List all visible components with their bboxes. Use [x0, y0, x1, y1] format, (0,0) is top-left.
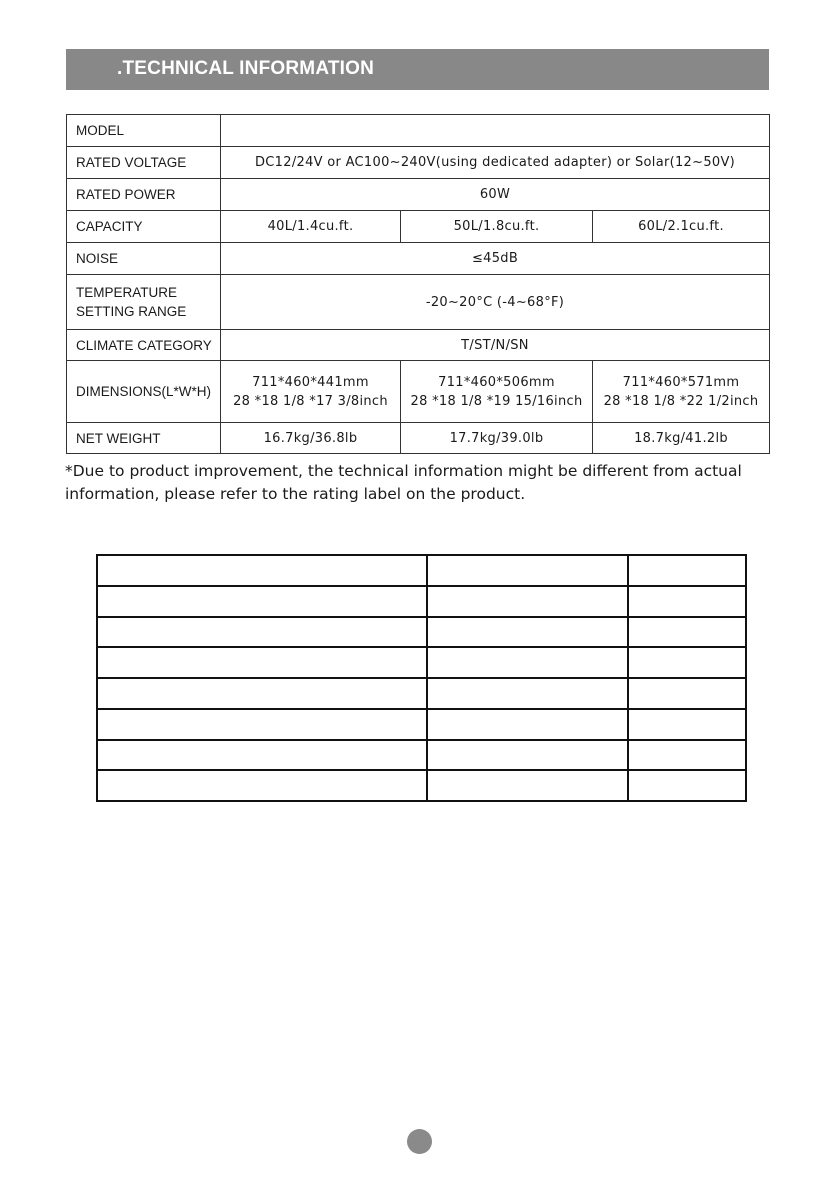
dimensions-40l — [221, 361, 401, 423]
section-title: .TECHNICAL INFORMATION — [117, 58, 375, 79]
table-cell — [97, 617, 427, 648]
table-cell — [427, 678, 628, 709]
weight-60l: 18.7kg/41.2lb — [593, 423, 770, 454]
table-row — [97, 617, 746, 648]
table-cell — [628, 647, 746, 678]
table-cell — [97, 647, 427, 678]
table-row — [97, 740, 746, 771]
capacity-label: CAPACITY — [67, 211, 221, 243]
table-cell — [97, 740, 427, 771]
table-row — [97, 586, 746, 617]
table-cell — [628, 770, 746, 801]
temperature-value: -20~20°C (-4~68°F) — [221, 275, 770, 330]
table-row — [67, 179, 770, 211]
table-row — [67, 423, 770, 454]
blank-table — [96, 554, 747, 802]
table-cell — [628, 678, 746, 709]
weight-50l: 17.7kg/39.0lb — [401, 423, 593, 454]
noise-label: NOISE — [67, 243, 221, 275]
table-cell — [427, 740, 628, 771]
dimensions-mm: 711*460*441mm — [252, 374, 369, 390]
table-row — [67, 275, 770, 330]
table-cell — [97, 709, 427, 740]
voltage-value: DC12/24V or AC100~240V(using dedicated adapter) or Solar(12~50V) — [221, 147, 770, 179]
model-label: MODEL — [67, 115, 221, 147]
dimensions-inch: 28 *18 1/8 *22 1/2inch — [603, 393, 759, 409]
table-cell — [427, 709, 628, 740]
table-cell — [427, 586, 628, 617]
table-row — [67, 361, 770, 423]
weight-40l: 16.7kg/36.8lb — [221, 423, 401, 454]
dimensions-inch: 28 *18 1/8 *19 15/16inch — [410, 393, 583, 409]
temperature-label-line2: SETTING RANGE — [76, 304, 187, 319]
table-row — [67, 330, 770, 361]
voltage-label: RATED VOLTAGE — [67, 147, 221, 179]
page-marker-dot — [407, 1129, 432, 1154]
table-cell — [427, 647, 628, 678]
model-value — [221, 115, 770, 147]
table-cell — [97, 770, 427, 801]
spec-table — [66, 114, 770, 454]
temperature-label-line1: TEMPERATURE — [76, 285, 178, 300]
table-cell — [628, 740, 746, 771]
table-cell — [97, 678, 427, 709]
table-row — [97, 647, 746, 678]
table-cell — [427, 770, 628, 801]
disclaimer-note — [65, 460, 765, 506]
dimensions-50l — [401, 361, 593, 423]
table-cell — [628, 709, 746, 740]
table-cell — [97, 586, 427, 617]
climate-value: T/ST/N/SN — [221, 330, 770, 361]
noise-value: ≤45dB — [221, 243, 770, 275]
table-row — [67, 115, 770, 147]
dimensions-mm: 711*460*506mm — [438, 374, 555, 390]
dimensions-mm: 711*460*571mm — [622, 374, 740, 390]
table-row — [97, 709, 746, 740]
table-cell — [628, 555, 746, 586]
weight-label: NET WEIGHT — [67, 423, 221, 454]
note-line-2: information, please refer to the rating label on the product. — [65, 485, 526, 503]
note-line-1: *Due to product improvement, the technical information might be different from actual — [65, 462, 742, 480]
table-row — [67, 147, 770, 179]
capacity-50l: 50L/1.8cu.ft. — [401, 211, 593, 243]
climate-label: CLIMATE CATEGORY — [67, 330, 221, 361]
table-cell — [628, 617, 746, 648]
table-row — [97, 555, 746, 586]
dimensions-inch: 28 *18 1/8 *17 3/8inch — [233, 393, 388, 409]
table-row — [97, 770, 746, 801]
table-row — [67, 211, 770, 243]
table-row — [97, 678, 746, 709]
table-cell — [628, 586, 746, 617]
table-cell — [427, 555, 628, 586]
capacity-60l: 60L/2.1cu.ft. — [593, 211, 770, 243]
dimensions-label: DIMENSIONS(L*W*H) — [67, 361, 221, 423]
table-row — [67, 243, 770, 275]
section-header — [66, 49, 769, 90]
dimensions-60l — [593, 361, 770, 423]
capacity-40l: 40L/1.4cu.ft. — [221, 211, 401, 243]
power-value: 60W — [221, 179, 770, 211]
temperature-label — [67, 275, 221, 330]
table-cell — [427, 617, 628, 648]
table-cell — [97, 555, 427, 586]
power-label: RATED POWER — [67, 179, 221, 211]
